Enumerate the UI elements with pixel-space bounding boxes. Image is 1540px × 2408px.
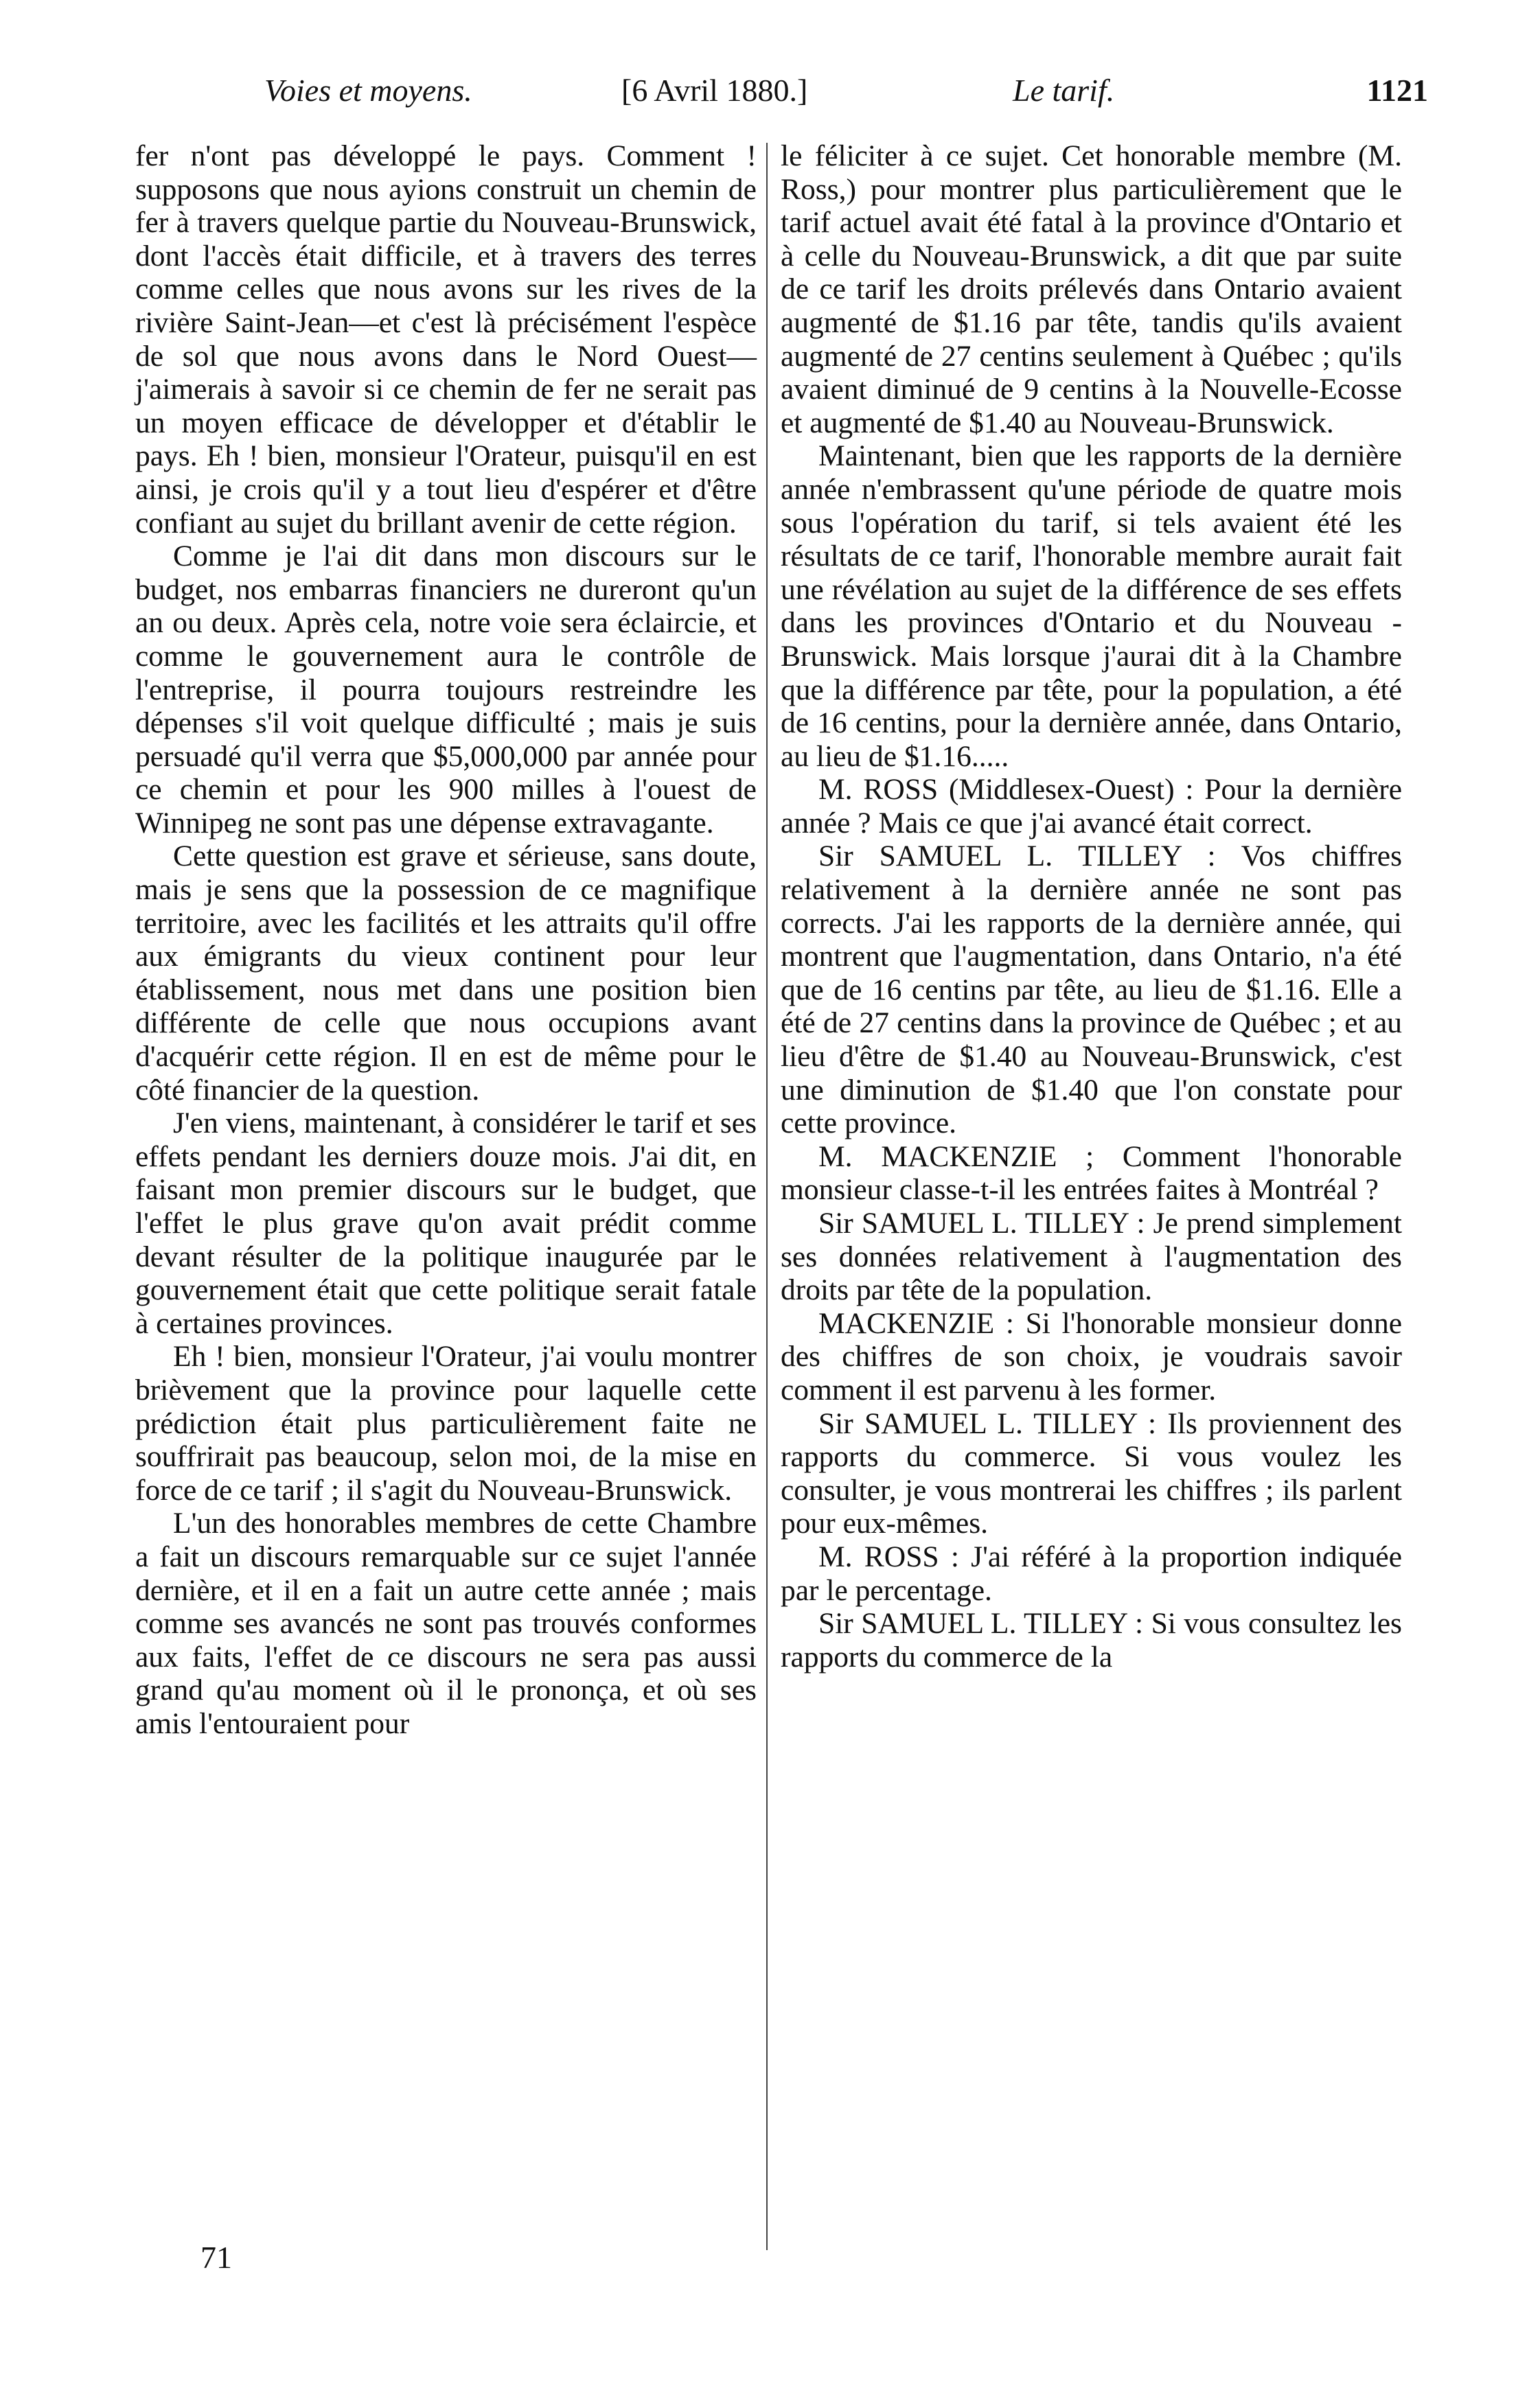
speaker-paragraph: M. ROSS (Middlesex-Ouest) : Pour la dernière année ? Mais ce que j'ai avancé était correct. (781, 773, 1402, 840)
paragraph: L'un des honorables membres de cette Chambre a fait un discours remarquable sur ce sujet l'année dernière, et il en a fait un autre cette année ; mais comme ses avancés ne sont pas trouvés conformes aux faits, l'effet de ce discours ne sera pas aussi grand qu'au moment où il le prononça, et où ses amis l'entouraient pour (135, 1507, 757, 1740)
paragraph: Eh ! bien, monsieur l'Orateur, j'ai voulu montrer brièvement que la province pour laquelle cette prédiction était plus particulièrement faite ne souffrirait pas beaucoup, selon moi, de la mise en force de ce tarif ; il s'agit du Nouveau-Brunswick. (135, 1340, 757, 1507)
speaker-paragraph: M. MACKENZIE ; Comment l'honorable monsieur classe-t-il les entrées faites à Montréal ? (781, 1139, 1402, 1207)
header-section-title: Voies et moyens. (264, 73, 472, 108)
header-date: [6 Avril 1880.] (621, 73, 808, 108)
left-column (135, 139, 757, 1741)
speaker-paragraph: MACKENZIE : Si l'honorable monsieur donne des chiffres de son choix, je voudrais savoir comment il est parvenu à les former. (781, 1306, 1402, 1406)
paragraph: Comme je l'ai dit dans mon discours sur le budget, nos embarras financiers ne dureront qu'un an ou deux. Après cela, notre voie sera éclaircie, et comme le gouvernement aura le contrôle de l'entreprise, il pourra toujours restreindre les dépenses s'il voit quelque difficulté ; mais je suis persuadé qu'il verra que $5,000,000 par année pour ce chemin et pour les 900 milles à l'ouest de Winnipeg ne sont pas une dépense extravagante. (135, 540, 757, 840)
speaker-paragraph: Sir SAMUEL L. TILLEY : Je prend simplement ses données relativement à l'augmentation des droits par tête de la population. (781, 1207, 1402, 1307)
running-header (264, 72, 1428, 134)
speaker-paragraph: Sir SAMUEL L. TILLEY : Si vous consultez les rapports du commerce de la (781, 1607, 1402, 1674)
printer-signature-mark: 71 (200, 2240, 232, 2275)
paragraph: Cette question est grave et sérieuse, sans doute, mais je sens que la possession de ce magnifique territoire, avec les facilités et les attraits qu'il offre aux émigrants du vieux continent pour leur établissement, nous met dans une position bien différente de celle que nous occupions avant d'acquérir cette région. Il en est de même pour le côté financier de la question. (135, 840, 757, 1107)
paragraph: le féliciter à ce sujet. Cet honorable membre (M. Ross,) pour montrer plus particulièrement que le tarif actuel avait été fatal à la province d'Ontario et à celle du Nouveau-Brunswick, a dit que par suite de ce tarif les droits prélevés dans Ontario avaient augmenté de $1.16 par tête, tandis qu'ils avaient augmenté de 27 centins seulement à Québec ; qu'ils avaient diminué de 9 centins à la Nouvelle-Ecosse et augmenté de $1.40 au Nouveau-Brunswick. (781, 139, 1402, 439)
paragraph: J'en viens, maintenant, à considérer le tarif et ses effets pendant les derniers douze mois. J'ai dit, en faisant mon premier discours sur le budget, que l'effet le plus grave qu'on avait prédit comme devant résulter de la politique inaugurée par le gouvernement était que cette politique serait fatale à certaines provinces. (135, 1107, 757, 1340)
paragraph: Maintenant, bien que les rapports de la dernière année n'embrassent qu'une période de quatre mois sous l'opération du tarif, si tels avaient été les résultats de ce tarif, l'honorable membre aurait fait une révélation au sujet de la différence de ses effets dans les provinces d'Ontario et du Nouveau - Brunswick. Mais lorsque j'aurai dit à la Chambre que la différence par tête, pour la population, a été de 16 centins, pour la dernière année, dans Ontario, au lieu de $1.16..... (781, 439, 1402, 773)
speaker-paragraph: Sir SAMUEL L. TILLEY : Vos chiffres relativement à la dernière année ne sont pas corrects. J'ai les rapports de la dernière année, qui montrent que l'augmentation, dans Ontario, n'a été que de 16 centins par tête, au lieu de $1.16. Elle a été de 27 centins dans la province de Québec ; et au lieu d'être de $1.40 au Nouveau-Brunswick, c'est une diminution de $1.40 que l'on constate pour cette province. (781, 840, 1402, 1140)
paragraph: fer n'ont pas développé le pays. Comment ! supposons que nous ayions construit un chemin de fer à travers quelque partie du Nouveau-Brunswick, dont l'accès était difficile, et à travers des terres comme celles que nous avons sur les rives de la rivière Saint-Jean—et c'est là précisément l'espèce de sol que nous avons dans le Nord Ouest—j'aimerais à savoir si ce chemin de fer ne serait pas un moyen efficace de développer et d'établir le pays. Eh ! bien, monsieur l'Orateur, puisqu'il en est ainsi, je crois qu'il y a tout lieu d'espérer et d'être confiant au sujet du brillant avenir de cette région. (135, 139, 757, 540)
right-column (781, 139, 1402, 1674)
speaker-paragraph: M. ROSS : J'ai référé à la proportion indiquée par le percentage. (781, 1540, 1402, 1607)
column-divider (766, 143, 768, 2250)
header-topic: Le tarif. (1013, 73, 1115, 108)
speaker-paragraph: Sir SAMUEL L. TILLEY : Ils proviennent des rapports du commerce. Si vous voulez les consulter, je vous montrerai les chiffres ; ils parlent pour eux-mêmes. (781, 1406, 1402, 1540)
page-number: 1121 (1366, 73, 1428, 108)
